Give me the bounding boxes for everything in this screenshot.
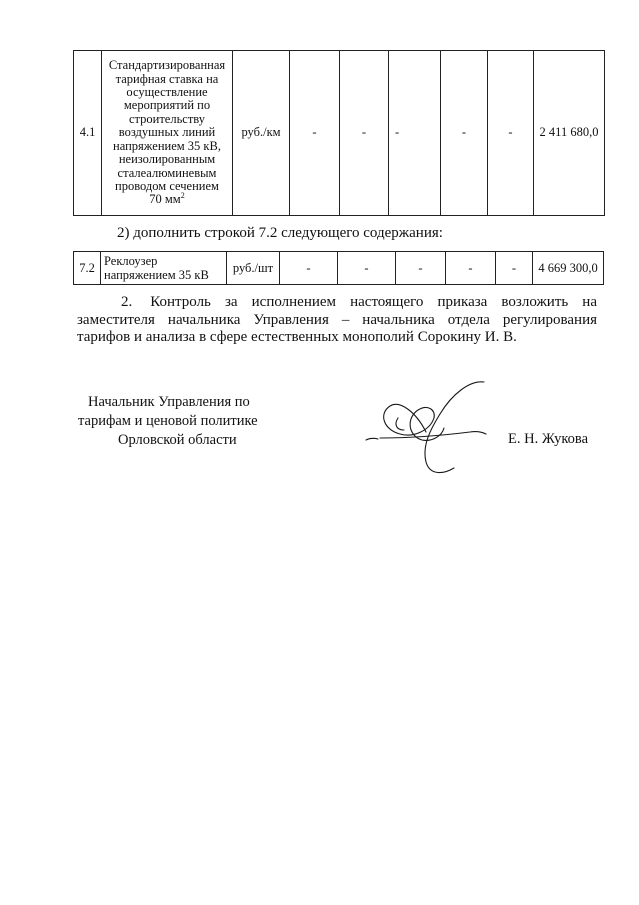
description-line: осуществление bbox=[126, 85, 208, 100]
description-line: Стандартизированная bbox=[108, 58, 226, 73]
description-last: 70 мм bbox=[149, 192, 181, 207]
description-line: строительству bbox=[128, 111, 206, 126]
amendment-paragraph: 2) дополнить строкой 7.2 следующего содержания: bbox=[117, 225, 443, 241]
total-cell: 2 411 680,0 bbox=[534, 51, 605, 216]
value-cell: - bbox=[340, 51, 389, 216]
tariff-table-row-4-1 bbox=[73, 50, 605, 216]
unit-cell: руб./шт bbox=[227, 252, 280, 285]
value-cell: - bbox=[496, 252, 533, 285]
description-line bbox=[105, 193, 229, 206]
unit-cell: руб./км bbox=[233, 51, 290, 216]
value-cell: - bbox=[396, 252, 446, 285]
tariff-table-row-7-2 bbox=[73, 251, 604, 285]
table-row bbox=[74, 51, 605, 216]
signatory-title-line: Орловской области bbox=[118, 432, 237, 448]
description-line: тарифная ставка на bbox=[115, 71, 219, 86]
description-line: воздушных линий bbox=[118, 125, 216, 140]
description-line: напряжением 35 кВ, bbox=[113, 138, 221, 153]
description-line: проводом сечением bbox=[115, 178, 219, 193]
signer-name: Е. Н. Жукова bbox=[508, 431, 589, 447]
description-line: напряжением 35 кВ bbox=[104, 268, 209, 282]
table-row bbox=[74, 252, 604, 285]
description-line: неизолированным bbox=[118, 152, 216, 167]
signatory-title bbox=[78, 393, 258, 450]
paragraph-text: Контроль за исполнением настоящего приказа возложить на заместителя начальника Управления – начальника отдела регулирования тарифов и анализа в сфере естественных монополий Сорокину И. В. bbox=[77, 294, 597, 345]
value-cell: - bbox=[280, 252, 338, 285]
row-number: 7.2 bbox=[74, 252, 101, 285]
control-paragraph bbox=[77, 294, 597, 347]
value-cell: - bbox=[290, 51, 340, 216]
value-cell: - bbox=[338, 252, 396, 285]
description-line: мероприятий по bbox=[123, 98, 211, 113]
row-description bbox=[101, 252, 227, 285]
value-cell: - bbox=[441, 51, 488, 216]
signatory-title-line: тарифам и ценовой политике bbox=[78, 413, 258, 429]
value-cell: - bbox=[446, 252, 496, 285]
paragraph-number: 2. bbox=[121, 294, 133, 310]
signatory-title-line: Начальник Управления по bbox=[88, 394, 250, 410]
row-number: 4.1 bbox=[74, 51, 102, 216]
value-cell: - bbox=[389, 51, 441, 216]
total-cell: 4 669 300,0 bbox=[533, 252, 604, 285]
description-line: Реклоузер bbox=[104, 254, 158, 268]
value-cell: - bbox=[488, 51, 534, 216]
superscript: 2 bbox=[180, 191, 185, 201]
handwritten-signature bbox=[360, 372, 500, 482]
description-line: сталеалюминевым bbox=[117, 165, 217, 180]
row-description bbox=[102, 51, 233, 216]
